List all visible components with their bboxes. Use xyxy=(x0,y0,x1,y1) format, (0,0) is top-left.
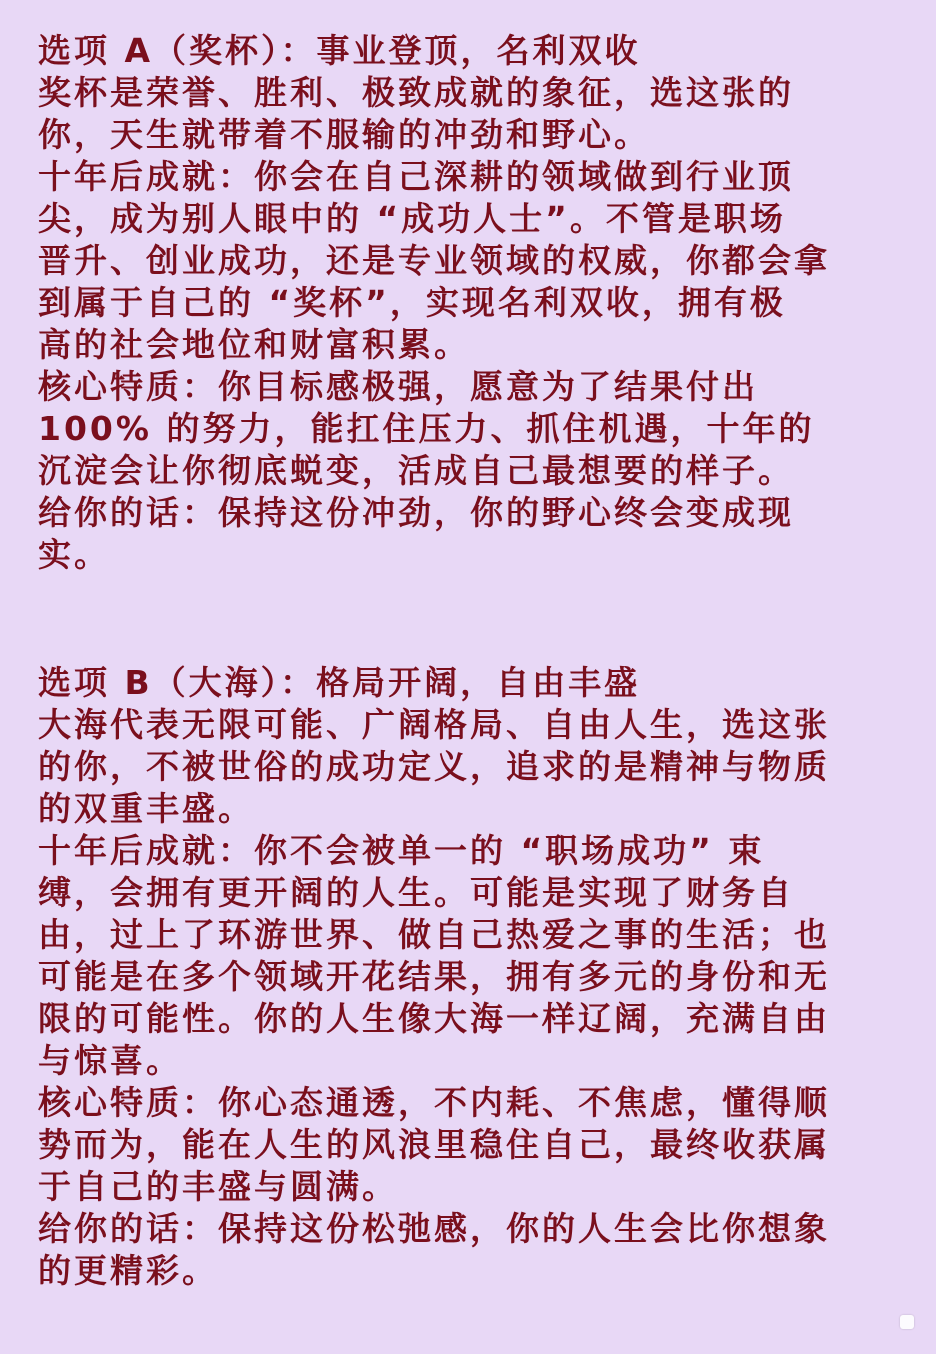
option-b-heading: 选项 B（大海）：格局开阔，自由丰盛 xyxy=(38,663,641,702)
option-b-line: 大海代表无限可能、广阔格局、自由人生，选这张 xyxy=(38,705,830,744)
option-a-line: 给你的话：保持这份冲劲，你的野心终会变成现 xyxy=(38,493,794,532)
option-b-line: 由，过上了环游世界、做自己热爱之事的生活；也 xyxy=(38,915,830,954)
option-b-line: 核心特质：你心态通透，不内耗、不焦虑，懂得顺 xyxy=(38,1083,830,1122)
option-a-line: 奖杯是荣誉、胜利、极致成就的象征，选这张的 xyxy=(38,73,794,112)
option-a-line: 核心特质：你目标感极强，愿意为了结果付出 xyxy=(38,367,758,406)
option-a-line: 实。 xyxy=(38,535,110,574)
option-a-section xyxy=(38,30,904,576)
option-a-line: 高的社会地位和财富积累。 xyxy=(38,325,470,364)
option-a-line: 到属于自己的 “奖杯”，实现名利双收，拥有极 xyxy=(38,283,786,322)
option-b-line: 可能是在多个领域开花结果，拥有多元的身份和无 xyxy=(38,957,830,996)
watermark-logo-icon xyxy=(900,1315,914,1329)
option-b-line: 给你的话：保持这份松弛感，你的人生会比你想象 xyxy=(38,1209,830,1248)
option-b-line: 与惊喜。 xyxy=(38,1041,182,1080)
option-b-line: 缚，会拥有更开阔的人生。可能是实现了财务自 xyxy=(38,873,794,912)
option-a-heading: 选项 A（奖杯）：事业登顶，名利双收 xyxy=(38,31,641,70)
option-b-line: 的双重丰盛。 xyxy=(38,789,254,828)
option-a-line: 100% 的努力，能扛住压力、抓住机遇，十年的 xyxy=(38,409,815,448)
option-b-line: 势而为，能在人生的风浪里稳住自己，最终收获属 xyxy=(38,1125,830,1164)
option-b-line: 于自己的丰盛与圆满。 xyxy=(38,1167,398,1206)
option-b-line: 的你，不被世俗的成功定义，追求的是精神与物质 xyxy=(38,747,830,786)
option-a-line: 沉淀会让你彻底蜕变，活成自己最想要的样子。 xyxy=(38,451,794,490)
option-b-line: 限的可能性。你的人生像大海一样辽阔，充满自由 xyxy=(38,999,830,1038)
option-a-line: 晋升、创业成功，还是专业领域的权威，你都会拿 xyxy=(38,241,830,280)
option-b-line: 的更精彩。 xyxy=(38,1251,218,1290)
option-b-section xyxy=(38,662,904,1292)
watermark xyxy=(900,1308,918,1336)
option-a-line: 十年后成就：你会在自己深耕的领域做到行业顶 xyxy=(38,157,794,196)
option-a-line: 你，天生就带着不服输的冲劲和野心。 xyxy=(38,115,650,154)
option-a-line: 尖，成为别人眼中的 “成功人士”。不管是职场 xyxy=(38,199,786,238)
option-b-line: 十年后成就：你不会被单一的 “职场成功” 束 xyxy=(38,831,765,870)
